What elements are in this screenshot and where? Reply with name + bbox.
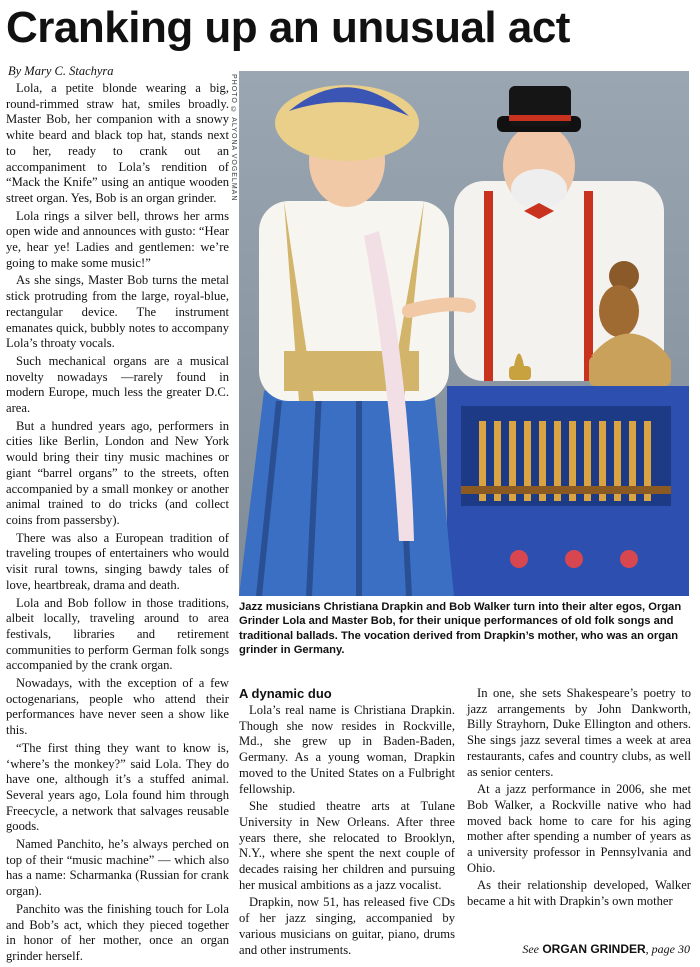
paragraph: In one, she sets Shakespeare’s poetry to jazz arrangements by John Dankworth, Billy Strayhorn, Duke Ellington and others. She sings jazz several times a week at area restaurants, cafes and country clubs, as well as senior centers. (467, 686, 691, 779)
article-column-3 (467, 686, 691, 912)
paragraph: As she sings, Master Bob turns the metal stick protruding from the large, royal-blue, rectangular device. The instrument emanates quick, bubbly notes to accompany Lola’s throaty vocals. (6, 273, 229, 351)
article-column-2 (239, 686, 455, 960)
jump-page: , page 30 (645, 942, 690, 956)
photo-illustration (239, 71, 689, 596)
jump-see: See (522, 942, 539, 956)
paragraph: Nowadays, with the exception of a few octogenarians, people who attend their performances have never seen a show like this. (6, 676, 229, 738)
paragraph: She studied theatre arts at Tulane University in New Orleans. After three years there, she relocated to Brooklyn, N.Y., where she spent the next couple of decades raising her children and pursuing her musical ambitions as a jazz vocalist. (239, 799, 455, 892)
paragraph: Lola and Bob follow in those traditions, albeit locally, traveling around to area festivals, libraries and retirement communities to perform German folk songs accompanied by the crank organ. (6, 595, 229, 673)
photo-caption: Jazz musicians Christiana Drapkin and Bob Walker turn into their alter egos, Organ Grinder Lola and Master Bob, for their unique performances of old folk songs and traditional ballads. The vocation derived from Drapkin’s mother, who was an organ grinder in Germany. (239, 601, 682, 656)
paragraph: Such mechanical organs are a musical novelty nowadays —rarely found in modern Europe, much less the greater D.C. area. (6, 353, 229, 416)
article-photo (239, 71, 689, 596)
photo-credit: PHOTO © ALYONA VOGELMAN (230, 74, 237, 202)
headline: Cranking up an unusual act (6, 3, 570, 52)
jump-target: ORGAN GRINDER (542, 942, 646, 956)
street-organ (447, 354, 689, 597)
paragraph: Drapkin, now 51, has released five CDs of her jazz singing, accompanied by various musicians on guitar, piano, drums and other instruments. (239, 895, 455, 957)
paragraph: Panchito was the finishing touch for Lola and Bob’s act, which they pieced together in honor of her mother, once an organ grinder herself. (6, 901, 229, 963)
paragraph: Named Panchito, he’s always perched on top of their “music machine” — which also has a name: Scharmanka (Russian for crank organ). (6, 837, 229, 899)
paragraph: There was also a European tradition of traveling troupes of entertainers who would visit rural towns, singing bawdy tales of love, heartbreak, drama and death. (6, 530, 229, 592)
continued-jump-line[interactable] (522, 942, 690, 957)
subhead: A dynamic duo (239, 686, 332, 701)
byline: By Mary C. Stachyra (8, 64, 114, 78)
paragraph: “The first thing they want to know is, ‘where’s the monkey?” said Lola. They do have one, although it’s a stuffed animal. Several years ago, Lola found him through Freecycle, a network that salvages reusable goods. (6, 740, 229, 834)
paragraph: Lola, a petite blonde wearing a big, round-rimmed straw hat, smiles broadly. Master Bob, her companion with a snowy white beard and black top hat, stands next to her, ready to crank out an accompaniment to Lola’s rendition of “Mack the Knife” using an antique wooden street organ. Yes, Bob is an organ grinder. (6, 81, 229, 205)
paragraph: But a hundred years ago, performers in cities like Berlin, London and New York would bring their tiny music machines or giant “barrel organs” to the streets, often accompanied by a small monkey or another animal trained to do tricks (and collect coins from passersby). (6, 418, 229, 527)
paragraph: Lola’s real name is Christiana Drapkin. Though she now resides in Rockville, Md., she grew up in Baden-Baden, Germany. As a young woman, Drapkin moved to the United States on a Fulbright fellowship. (239, 703, 455, 796)
article-column-1 (6, 81, 229, 967)
paragraph: At a jazz performance in 2006, she met Bob Walker, a Rockville native who had moved back home to care for his aging mother after spending a number of years as a university professor in Pennsylvania and Ohio. (467, 782, 691, 875)
paragraph: As their relationship developed, Walker became a hit with Drapkin’s own mother (467, 878, 691, 909)
paragraph: Lola rings a silver bell, throws her arms open wide and announces with gusto: “Hear ye, hear ye! Ladies and gentlemen: we’re going to make some music!” (6, 208, 229, 270)
